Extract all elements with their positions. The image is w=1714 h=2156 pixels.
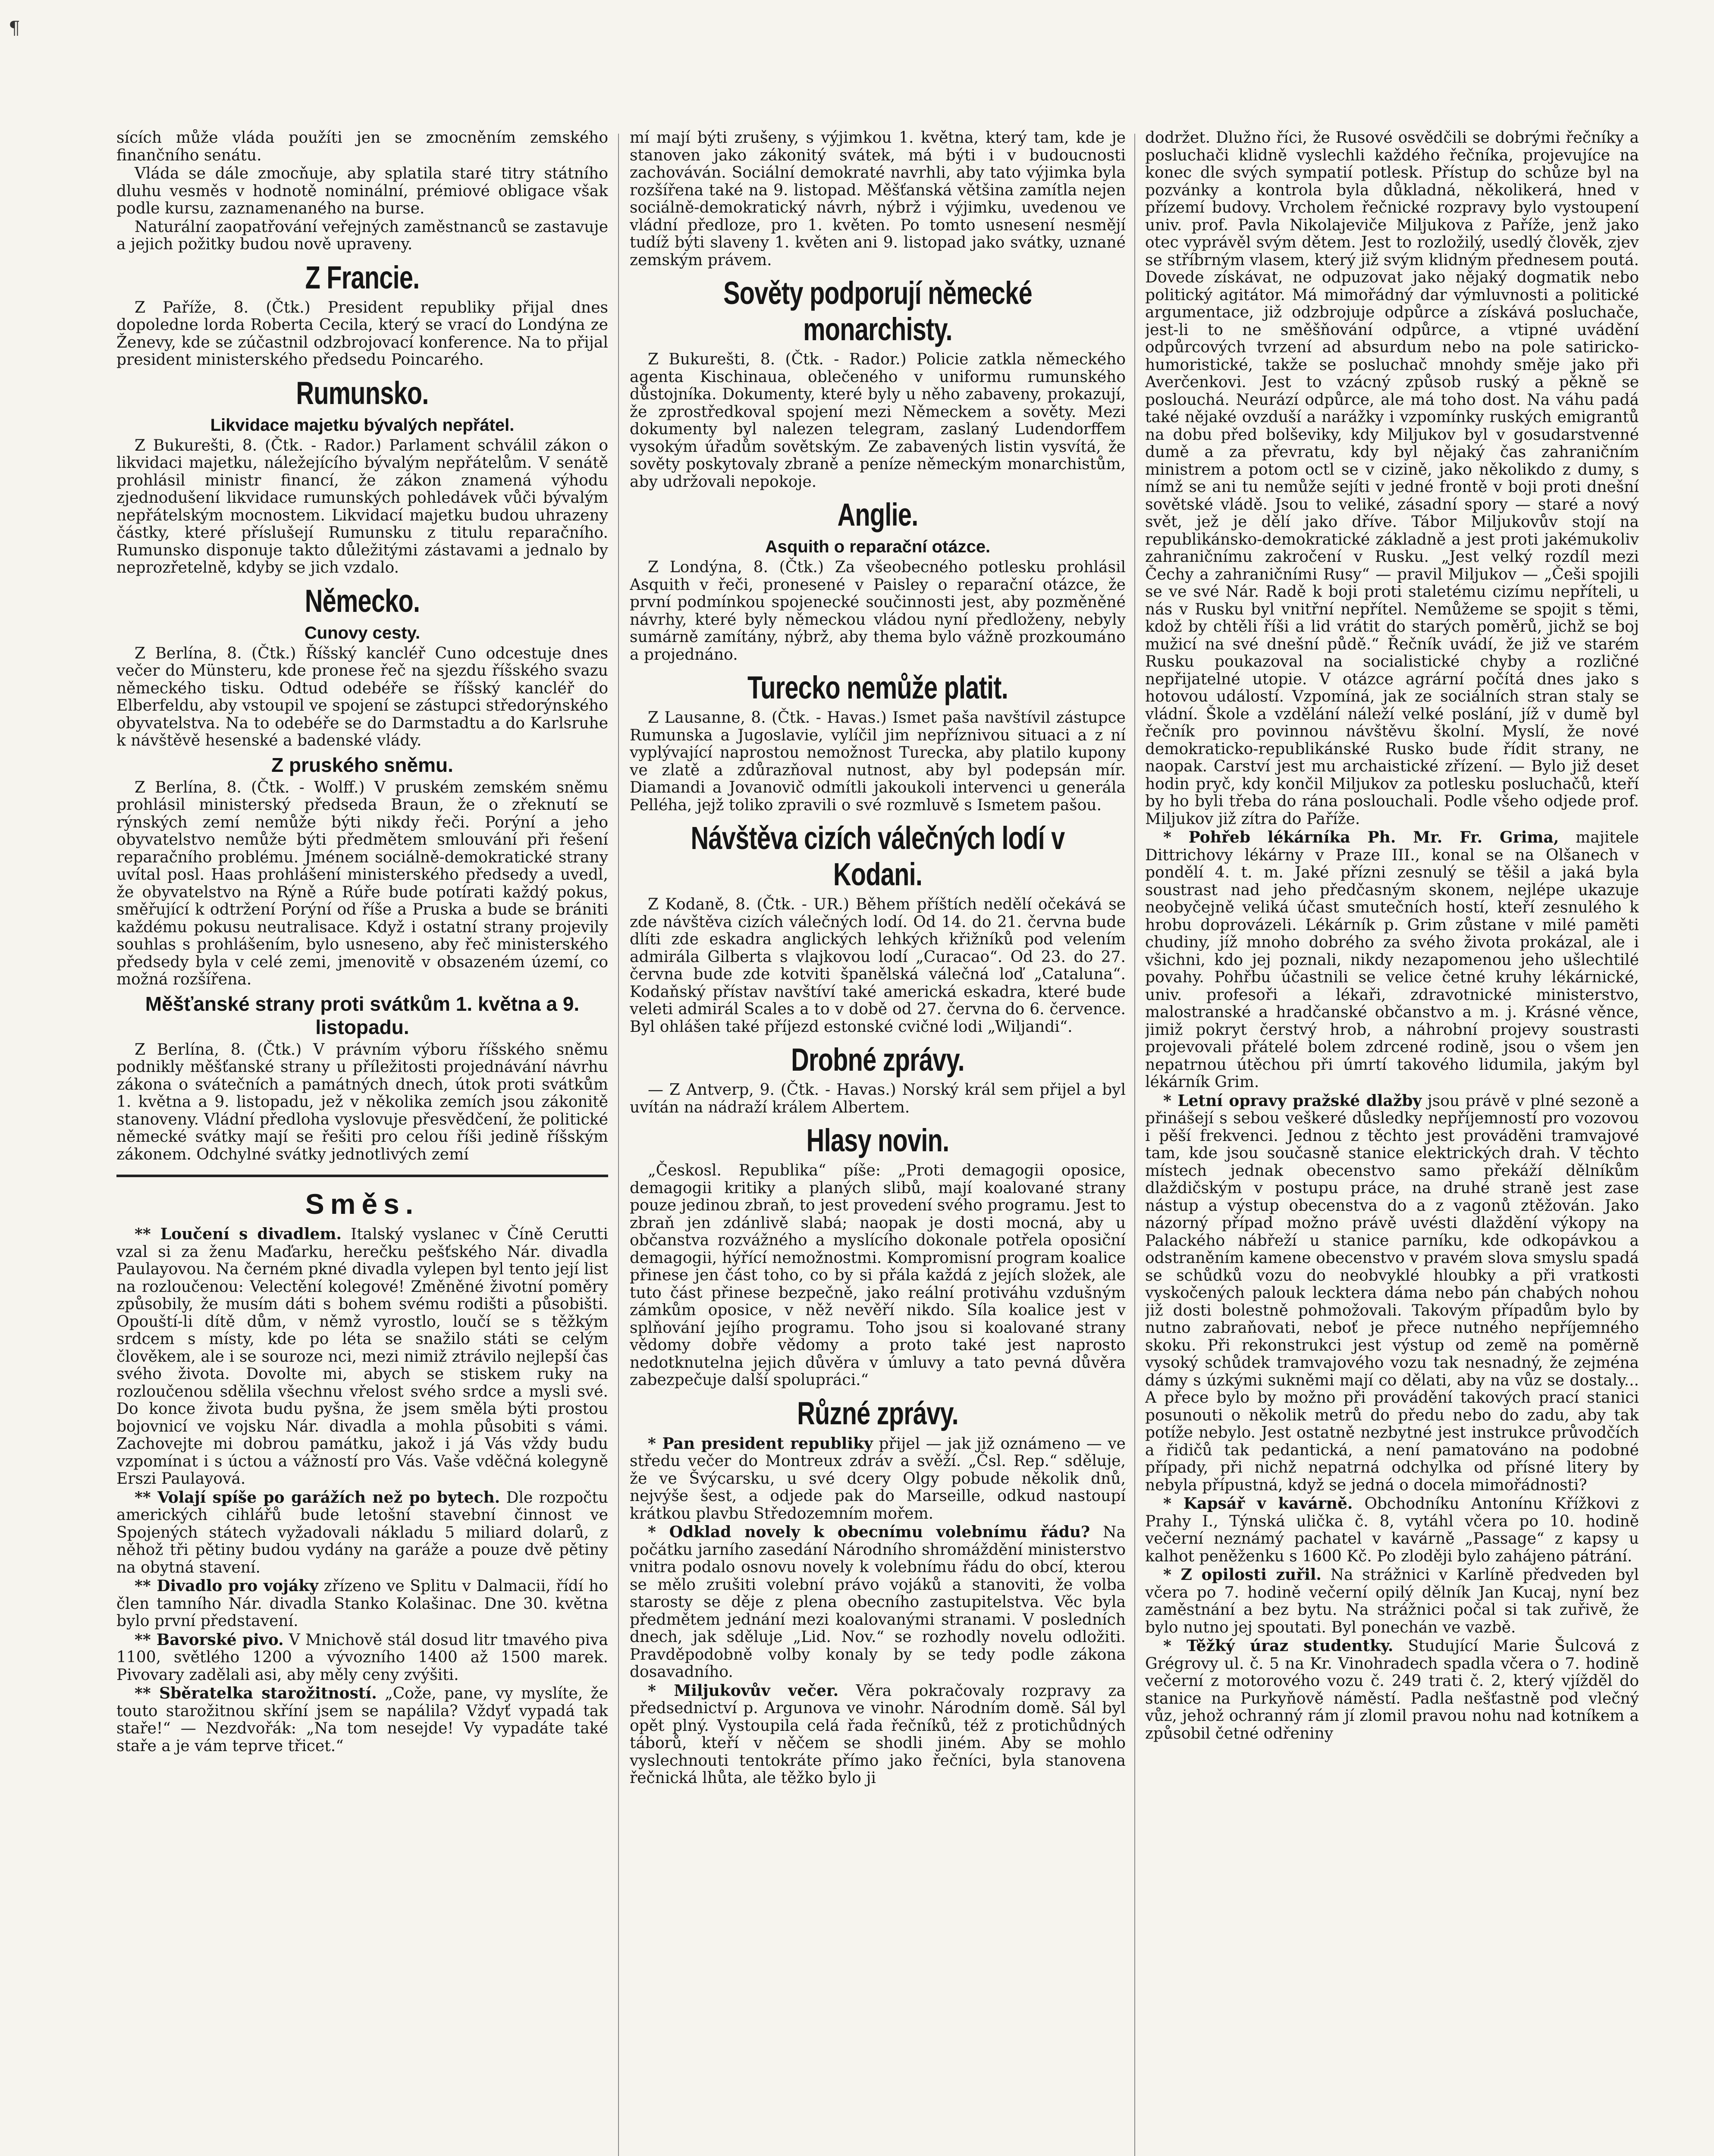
article-asquith: Z Londýna, 8. (Čtk.) Za všeobecného potlesku prohlásil Asquith v řeči, pronesené v Paisley o reparační otázce, že první podmínkou spojenecké součinnosti jest, aby pozměněné návrhy, které byly německou vládou nyní předloženy, nebyly sumárně zamítány, nýbrž, aby thema bylo vážně prozkoumáno a projednáno. (630, 558, 1126, 664)
section-heading-ruzne-zpravy: Různé zprávy. (797, 1395, 958, 1431)
smes-item (116, 1489, 608, 1577)
news-item (1145, 1092, 1639, 1495)
ruzne-item-title: * Miljukovův večer. (648, 1681, 839, 1700)
news-item-text: majitele Dittrichovy lékárny v Praze III., konal se na Olšanech v pondělí 4. t. m. Jaké přízni zesnulý se těšil a jaká byla soustrast nad jeho předčasným skonem, nejlépe ukazuje neobyčejně veliká účast smutečních hostí, kteří zesnulého k hrobu doprovázeli. Lékárník p. Grim zůstane v milé paměti chudiny, jíž mnoho dobrého za svého života prokázal, ale i všichni, kdo jej poznali, nikdy nezapomenou jeho ušlechtilé povahy. Pohřbu účastnili se velice četné kruhy lékárnické, univ. profesoři a lékaři, zdravotnické ministerstvo, malostranské a hradčanské občanstvo a m. j. Krásné věnce, jimiž pokryt čerstvý hrob, a náhrobní projevy soustrasti projevovali přátelé bolem zdrcené rodině, jsou o všem jen nepatrnou útěchou při úmrtí takového lidumila, jakým byl lékárník Grim. (1145, 829, 1639, 1091)
ruzne-item-text: Na počátku jarního zasedání Národního shromáždění ministerstvo vnitra podalo osnovu novely k volebnímu řádu do obcí, kterou se mělo zrušiti volební právo vojáků a stanoviti, že volba starosty se děje z plena obecního zastupitelstva. Věc byla předmětem jednání mezi koalovanými stranami. V posledních dnech, jak sděluje „Lid. Nov.“ se rozhodly novelu odložiti. Pravděpodobně volby konaly by se tedy podle zákona dosavadního. (630, 1523, 1126, 1681)
news-item-title: * Kapsář v kavárně. (1163, 1495, 1353, 1513)
news-item-title: * Z opilosti zuřil. (1163, 1566, 1322, 1584)
news-item (1145, 1495, 1639, 1565)
smes-item (116, 1225, 608, 1488)
section-heading-francie: Z Francie. (305, 259, 420, 295)
smes-item-title: ** Loučení s divadlem. (135, 1225, 342, 1243)
intro-paragraph: dodržet. Dlužno říci, že Rusové osvědčili se dobrými řečníky a posluchači klidně vyslechli každého řečníka, projevujíce na konec dle svých sympatií potlesk. Přístup do schůze byl na pozvánky a kontrola byla důkladná, několikerá, hned v přízemí budovy. Vrcholem řečnické rozpravy bylo vystoupení univ. prof. Pavla Nikolajeviče Miljukova z Paříže, jenž jako otec vyprávěl svým dětem. Jest to rozložilý, usedlý člověk, zjev se stříbrným vlasem, který již svým klidným přednesem poutá. Dovede získávat, ne odpuzovat jako nějaký dogmatik nebo politický agitátor. Má mimořádný dar výmluvnosti a politické argumentace, již odzbrojuje odpůrce a získává posluchače, jest-li to ne směšňování odpůrce, a vtipné uvádění odpůrcových tvrzení ad absurdum nebo na pole satiricko-humoristické, takže se posluchač mnohdy směje jako při Averčenkovi. Jest to vzácný způsob ruský a pěkně se poslouchá. Neurází odpůrce, ale má toho dost. Na váhu padá také nějaké ovzduší a narážky i vzpomínky ruských emigrantů na dobu před bolševiky, kdy Miljukov byl v gosudarstvenné dumě a za převratu, kdy byl nějaký čas zahraničním ministrem a potom octl se v cizině, jako několikdo z dumy, s nímž se ani tu nemůže sejíti v jedné frontě v boji proti dnešní sovětské vládě. Jsou to veliké, zásadní spory — staré a nový svět, jež je dělí jako dříve. Tábor Miljukovův stojí na republikánsko-demokratické základně a jest proti jakémukoliv zahraničnímu zakročení v Rusku. „Jest velký rozdíl mezi Čechy a zahraničními Rusy“ — pravil Miljukov — „Češi spojili se ve své Nár. Radě k boji proti staletému cizímu nepříteli, u nás v Rusku byl vnitřní nepřítel. Nemůžeme se spojit s těmi, kdož by chtěli říši a lid vrátit do starých poměrů, jichž se boj mužicí na své dnešní půdě.“ Řečník uvádí, že již ve starém Rusku poukazoval na socialistické chyby a rozličné nepřijatelné utopie. V otázce agrární počítá dnes jako s hotovou událostí. Vzpomíná, jak ze sociálních stran staly se vládní. Škole a vzdělání náleží velké poslání, jíž v dumě byl řečník pro povinnou návštěvu školní. Myslí, že nové demokraticko-republikánské Rusko bude řídit strany, ne naopak. Carství jest mu archaistické zřízení. — Bylo již deset hodin pryč, kdy končil Miljukov za potlesku posluchačů, kteří by ho byli třeba do rána poslouchali. Podle všeho odjede prof. Miljukov již zítra do Paříže. (1145, 129, 1639, 828)
column-3 (1145, 129, 1639, 2156)
subheading-pruskeho-snemu: Z pruského sněmu. (271, 753, 453, 776)
article-turecko: Z Lausanne, 8. (Čtk. - Havas.) Ismet paša navštívil zástupce Rumunska a Jugoslavie, vylíčil jim nepříznivou situaci a z ní vyplývající naprostou nemožnost Turecka, aby platilo kupony ve zlatě a zdůrazňoval nutnost, aby byl podepsán mír. Diamandi a Jovanovič odmítli jakoukoli intervenci u generála Pelléha, jejž toliko zpravili o své rozmluvě s Ismetem pašou. (630, 709, 1126, 814)
column-rule-1 (618, 134, 619, 2156)
news-item (1145, 1566, 1639, 1636)
article-prusky-snem: Z Berlína, 8. (Čtk. - Wolff.) V pruském zemském sněmu prohlásil ministerský předseda Braun, že o zřeknutí se rýnských zemí nemůže býti nikdy řeči. Porýní a jeho obyvatelstvo nemůže býti předmětem smlouvání při řešení reparačního problému. Jménem sociálně-demokratické strany uvítal posl. Haas prohlášení ministerského předsedy a uvedl, že obyvatelstvo na Rýně a Rúře bude potírati každý pokus, směřující k odtržení Porýní od říše a Pruska a bude se brániti každému pokusu neutralisace. Když i ostatní strany projevily souhlas s prohlášením, bylo usneseno, aby řeč ministerského předsedy byla v celé zemi, jmenovitě v obsazeném území, co možná rozšířena. (116, 778, 608, 988)
smes-item-text: Italský vyslanec v Číně Cerutti vzal si za ženu Maďarku, herečku pešťského Nár. divadla Paulayovou. Na černém pkné divadla vylepen byl tento její list na rozloučenou: Velectění kolegové! Změněné životní poměry způsobily, že musím dáti s bohem svému rodišti a působišti. Opouští-li dítě dům, v němž vyrostlo, loučí se s těžkým srdcem s místy, kde po léta se snažilo státi se celým člověkem, ale i se souroze nci, mezi nimiž ztrávilo nejlepší čas svého života. Dovolte mi, abych se stiskem ruky na rozloučenou sdělila všechnu vřelost svého srdce a mysli své. Do konce života budu pyšna, že jsem směla býti prostou bojovnicí ve vojsku Nár. divadla a mohla působiti s vámi. Zachovejte mi dobrou památku, jakož i já Vás vždy budu vzpomínat i s úctou a vážností pro Vás. Vaše vděčná kolegyně Erszi Paulayová. (116, 1225, 608, 1488)
news-item (1145, 1637, 1639, 1742)
article-francie: Z Paříže, 8. (Čtk.) President republiky přijal dnes dopoledne lorda Roberta Cecila, který se vrací do Londýna ze Ženevy, kde se zúčastnil odzbrojovací konference. Na to přijal president ministerského předsedu Poincarého. (116, 298, 608, 369)
subheading-asquith: Asquith o reparační otázce. (765, 537, 991, 556)
news-item-text: Obchodníku Antonínu Křížkovi z Prahy I., Týnská ulička č. 8, vytáhl včera po 10. hodině večerní neznámý pachatel v kavárně „Passage“ z kapsy u kalhot peněženku s 1600 Kč. Po zloději bylo zahájeno pátrání. (1145, 1495, 1639, 1565)
news-item-text: jsou právě v plné sezoně a přinášejí s sebou veškeré důsledky nepříjemností pro vozovou i pěší frekvenci. Jednou z těchto jest prováděni tramvajové tam, kde jsou současně stanice elektrických drah. V těchto místech jednak obecenstvo samo překáží dělníkům dlaždičským v postupu práce, na druhé straně jest zase nástup a výstup obecenstva do a z vagonů ztěžován. Jako názorný případ možno právě uvésti dlaždění výkopy na Palackého nábřeží u stanice parníku, kde odkopávkou a odstraněním kamene obecenstvo v pravém slova smyslu spadá se schůdků vozu do neobvyklé hloubky a při vratkosti vyskočených palouk lecktera dáma nebo pán chabých nohou již dosti bolestně pohmožovali. Takovým případům bylo by nutno zabraňovati, neboť je přece nutného nepříjemného skoku. Při rekonstrukci jest výstup od země na poměrně vysoký schůdek tramvajového vozu tak nesnadný, že zejména dámy s úzkými sukněmi mají co dělati, aby na vůz se dostaly... A přece bylo by možno při provádění takových prací stanici posunouti o několik metrů do předu nebo do zadu, aby tak potíže nebylo. Jest ostatně nezbytné jest instrukce průvodčích a řidičů tak pedantická, a není pamatováno na podobné případy, při nichž nepatrná odchylka od přísné litery by nebyla přípustná, když se jedná o docela mimořádnosti? (1145, 1092, 1639, 1494)
article-rumunsko: Z Bukurešti, 8. (Čtk. - Rador.) Parlament schválil zákon o likvidaci majetku, náležejícího bývalým nepřátelům. V senátě prohlásil ministr financí, že zákon znamená výhodu zjednodušení likvidace rumunských pohledávek vůči bývalým nepřátelským mocnostem. Likvidací majetku budou uhrazeny částky, které příslušejí Rumunsku z titulu reparačního. Rumunsko disponuje takto důležitými zástavami a jednalo by neprozřetelně, kdyby se jich vzdalo. (116, 436, 608, 577)
smes-item-text: V Mnichově stál dosud litr tmavého piva 1100, světlého 1200 a vývozního 1400 až 1500 marek. Pivovary zadělali asi, aby měly ceny zvýšiti. (116, 1631, 608, 1684)
smes-item-text: „Cože, pane, vy myslíte, že touto starožitnou skříní jsem se napálila? Vždyť vypadá tak staře!“ — Nezdvořák: „Na tom nesejde! Vy vypadáte také staře a je vám teprve třicet.“ (116, 1685, 608, 1755)
news-item-text: Studující Marie Šulcová z Grégrovy ul. č. 5 na Kr. Vinohradech spadla včera o 7. hodině večerní z motorového vozu č. 249 trati č. 2, který vjížděl do stanice na Purkyňově náměstí. Padla nešťastně pod vlečný vůz, jehož ochranný rám jí zlomil pravou nohu nad kotníkem a způsobil četné odřeniny (1145, 1637, 1639, 1742)
subheading-cunovy-cesty: Cunovy cesty. (304, 623, 421, 642)
ruzne-item-title: * Pan president republiky (648, 1434, 873, 1453)
smes-item (116, 1685, 608, 1755)
section-heading-navsteva: Návštěva cizích válečných lodí v Kodani. (691, 820, 1065, 892)
news-item-title: * Pohřeb lékárníka Ph. Mr. Fr. Grima, (1163, 828, 1559, 846)
subheading-likvidace: Likvidace majetku bývalých nepřátel. (210, 415, 515, 435)
smes-item-title: ** Divadlo pro vojáky (135, 1577, 319, 1595)
ruzne-item (630, 1523, 1126, 1681)
section-heading-turecko: Turecko nemůže platit. (747, 670, 1008, 705)
article-cuno: Z Berlína, 8. (Čtk.) Říšský kancléř Cuno odcestuje dnes večer do Münsteru, kde pronese řeč na sjezdu říšského svazu německého tisku. Odtud odebéře se říšský kancléř do Elberfeldu, aby vstoupil ve spojení se zástupci středorýnského obyvatelstva. Na to odebéře se do Darmstadtu a do Karlsruhe k návštěvě hesenské a badenské vlády. (116, 644, 608, 749)
section-heading-hlasy-novin: Hlasy novin. (806, 1122, 949, 1158)
margin-mark: ¶ (9, 17, 20, 38)
ruzne-item (630, 1435, 1126, 1523)
article-sovety: Z Bukurešti, 8. (Čtk. - Rador.) Policie zatkla německého agenta Kischinaua, oblečeného v uniformu rumunského důstojníka. Dokumenty, které byly u něho zabaveny, prokazují, že zprostředkoval spojení mezi Německem a sověty. Mezi dokumenty byl nalezen telegram, zaslaný Ludendorffem vysokým úřadům sovětským. Ze zabavených listin vysvítá, že sověty poskytovaly zbraně a peníze německým monarchistům, aby udržovali nepokoje. (630, 351, 1126, 491)
intro-paragraph: Vláda se dále zmocňuje, aby splatila staré titry státního dluhu vesměs v hodnotě nominální, prémiové obligace však podle kursu, zaznamenaného na burse. (116, 165, 608, 217)
section-heading-sovety: Sověty podporují německé monarchisty. (723, 275, 1032, 347)
column-2 (630, 129, 1126, 2156)
ruzne-item-title: * Odklad novely k obecnímu volebnímu řádu? (648, 1523, 1090, 1541)
intro-paragraph: mí mají býti zrušeny, s výjimkou 1. května, který tam, kde je stanoven jako zákonitý svátek, má býti i v budoucnosti zachováván. Sociální demokraté navrhli, aby tato výjimka byla rozšířena také na 9. listopad. Měšťanská většina zamítla nejen sociálně-demokratický návrh, nýbrž i výjimku, uvedenou ve vládní předloze, pro 1. květen. Po tomto usnesení nesmějí tudíž býti slaveny 1. květen ani 9. listopad jako svátky, uznané zemským právem. (630, 129, 1126, 269)
column-rule-2 (1134, 134, 1135, 2156)
intro-paragraph: sících může vláda použíti jen se zmocněním zemského finančního senátu. (116, 129, 608, 164)
ruzne-item-text: přijel — jak již oznámeno — ve středu večer do Montreux zdráv a svěží. „Čsl. Rep.“ sděluje, že ve Švýcarsku, u své dcery Olgy pobude několik dnů, nejvýše šest, a odjede pak do Marseille, odkud nastoupí krátkou plavbu Středozemním mořem. (630, 1435, 1126, 1523)
section-heading-anglie: Anglie. (837, 497, 918, 533)
subheading-mestanske-strany: Měšťanské strany proti svátkům 1. května a 9. listopadu. (145, 992, 580, 1038)
section-heading-drobne-zpravy: Drobné zprávy. (791, 1042, 964, 1078)
smes-item-text: zřízeno ve Splitu v Dalmacii, řídí ho člen tamního Nár. divadla Stanko Kolašinac. Dne 30. května bylo první představení. (116, 1577, 608, 1630)
section-divider (116, 1175, 608, 1177)
section-heading-smes: Směs. (305, 1188, 420, 1220)
smes-item-title: ** Sběratelka starožitností. (135, 1684, 377, 1702)
column-1 (116, 129, 608, 2156)
news-item-title: * Těžký úraz studentky. (1163, 1637, 1394, 1655)
smes-item-title: ** Volají spíše po garážích než po bytech. (135, 1488, 500, 1507)
smes-item (116, 1577, 608, 1630)
ruzne-item-text: Věra pokračovaly rozpravy za předsednictví p. Argunova ve vinohr. Národním domě. Sál byl opět plný. Vystoupila celá řada řečníků, též z protichůdných táborů, kteří v něčem se shodli jiném. Aby se mohlo vyslechnouti tentokráte přímo jako řečníci, byla stanovena řečnická lhůta, ale těžko bylo ji (630, 1682, 1126, 1787)
news-item (1145, 829, 1639, 1091)
smes-item-text: Dle rozpočtu amerických cihlářů bude letošní stavební činnost ve Spojených státech vyžadovali nákladu 5 miliard dolarů, z něhož tři pětiny budou vydány na garáže a pouze dvě pětiny na obytná stavení. (116, 1489, 608, 1576)
news-item-title: * Letní opravy pražské dlažby (1163, 1091, 1422, 1110)
article-navsteva: Z Kodaně, 8. (Čtk. - UR.) Během příštích nedělí očekává se zde návštěva cizích válečných lodí. Od 14. do 21. června bude dlíti zde eskadra anglických lehkých křižníků pod velením admirála Gilberta s vlajkovou lodí „Curacao“. Od 23. do 27. června bude zde kotviti španělská válečná loď „Cataluna“. Kodaňský přístav navštíví také americká eskadra, které bude veleti admirál Scales a to v době od 27. června do 6. července. Byl ohlášen také příjezd estonské cvičné lodi „Wiljandi“. (630, 896, 1126, 1036)
intro-paragraph: Naturální zaopatřování veřejných zaměstnanců se zastavuje a jejich požitky budou nově upraveny. (116, 218, 608, 253)
section-heading-rumunsko: Rumunsko. (296, 375, 429, 411)
smes-item (116, 1631, 608, 1684)
smes-item-title: ** Bavorské pivo. (135, 1630, 284, 1649)
article-drobne: — Z Antverp, 9. (Čtk. - Havas.) Norský král sem přijel a byl uvítán na nádraží králem Albertem. (630, 1081, 1126, 1116)
article-mestanske-strany: Z Berlína, 8. (Čtk.) V právním výboru říšského sněmu podnikly měšťanské strany u příležitosti projednávání návrhu zákona o svátečních a památných dnech, útok proti svátkům 1. května a 9. listopadu, jež v několika zemích jsou zákonitě stanoveny. Vládní předloha vyslovuje přesvědčení, že politické německé svátky mají se řešiti pro celou říši jedině říšským zákonem. Odchylné svátky jednotlivých zemí (116, 1040, 608, 1163)
section-heading-nemecko: Německo. (305, 583, 420, 619)
ruzne-item (630, 1682, 1126, 1787)
article-hlasy: „Českosl. Republika“ píše: „Proti demagogii oposice, demagogii kritiky a planých slibů, mají koalované strany pouze jedinou zbraň, to jest provedení svého programu. Jest to zbraň jen zdánlivě slabá; naopak je dosti mocná, aby u občanstva rozvážného a myslícího dokonale potřela oposiční demagogii, hýřící nemožnostmi. Kompromisní program koalice přinese jen část toho, co by si přála každá z jejích složek, ale tuto část přinese bezpečně, jako reální protiváhu vzdušným zámkům oposice, v něž nevěří nikdo. Síla koalice jest v splňování jejího programu. Toho jsou si koalované strany vědomy dobře vědomy a proto také jest naprosto nedotknutelna jejich důvěra v úmluvy a tato pevná důvěra zabezpečuje další spolupráci.“ (630, 1162, 1126, 1389)
news-item-text: Na strážnici v Karlíně předveden byl včera po 7. hodině večerní opilý dělník Jan Kucaj, nyní bez zaměstnání a bez bytu. Na strážnici počal si tak zuřivě, že bylo nutno jej spoutati. Byl ponechán ve vazbě. (1145, 1566, 1639, 1636)
